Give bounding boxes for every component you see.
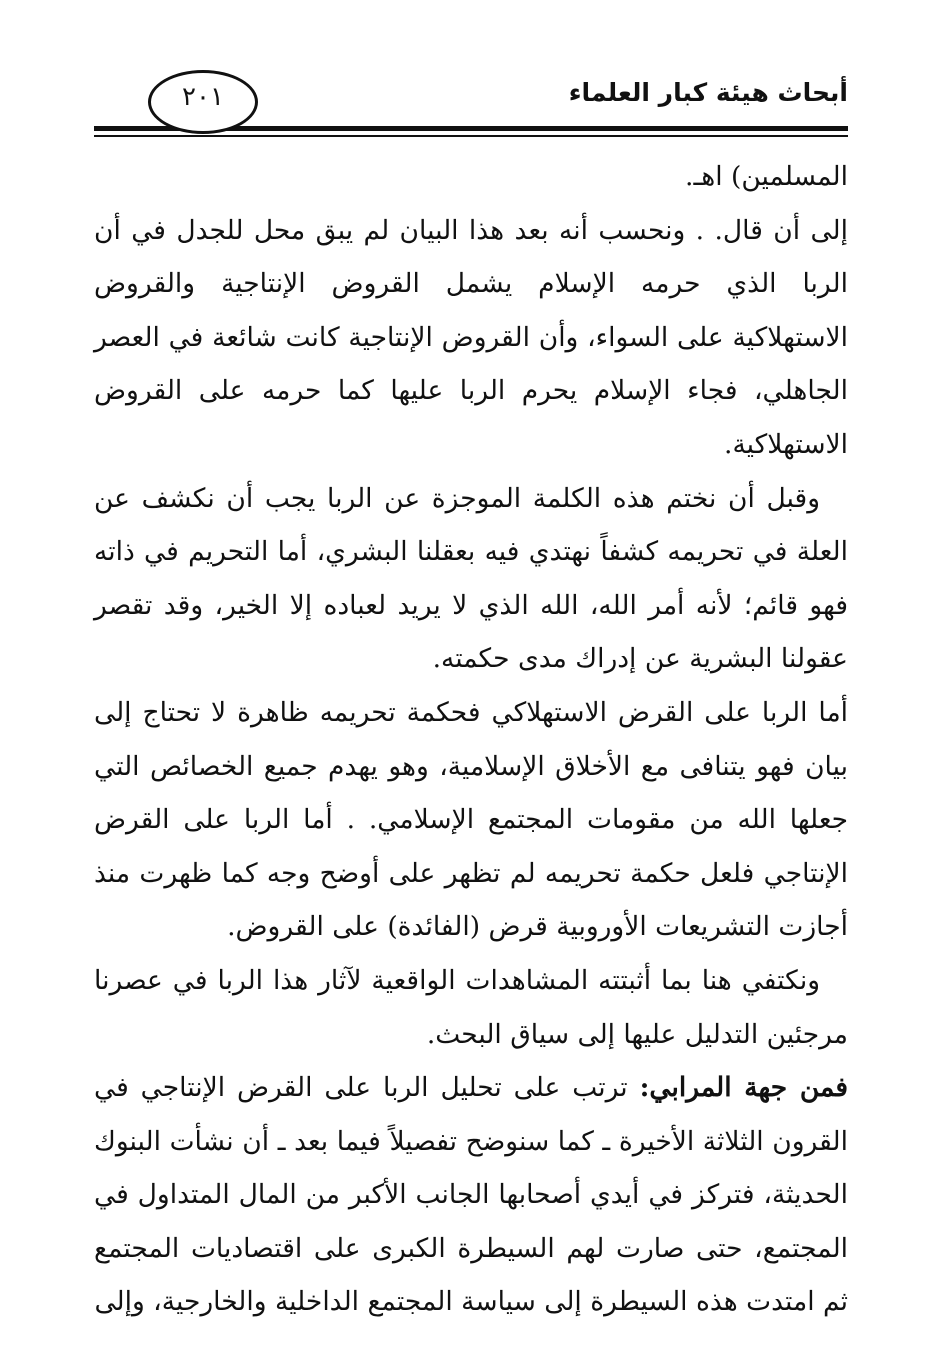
paragraph-3-text: وقبل أن نختم هذه الكلمة الموجزة عن الربا يجب أن نكشف عن العلة في تحريمه كشفاً نهتدي فيه بعقلنا البشري، أما التحريم في ذاته فهو قائم؛ لأنه أمر الله، الله الذي لا يريد لعباده إلا الخير، وقد تقصر عقولنا البشرية عن إدراك مدى حكمته.: [94, 482, 848, 675]
paragraph-4: [94, 686, 848, 954]
running-header-title: أبحاث هيئة كبار العلماء: [568, 78, 848, 107]
paragraph-6-text: ترتب على تحليل الربا على القرض الإنتاجي في القرون الثلاثة الأخيرة ـ كما سنوضح تفصيلاً فيما بعد ـ أن نشأت البنوك الحديثة، فتركز في أيدي أصحابها الجانب الأكبر من المال المتداول في المجتمع، حتى صارت لهم السيطرة الكبرى على اقتصاديات المجتمع ثم امتدت هذه السيطرة إلى سياسة المجتمع الداخلية والخارجية، وإلى: [94, 1072, 848, 1318]
paragraph-1: [94, 150, 848, 204]
header-rule-thin: [94, 135, 848, 137]
body-text: [94, 150, 848, 1329]
paragraph-2: [94, 204, 848, 472]
paragraph-2-text: إلى أن قال. . ونحسب أنه بعد هذا البيان لم يبق محل للجدل في أن الربا الذي حرمه الإسلام يشمل القروض الإنتاجية والقروض الاستهلاكية على السواء، وأن القروض الإنتاجية كانت شائعة في العصر الجاهلي، فجاء الإسلام يحرم الربا عليها كما حرمه على القروض الاستهلاكية.: [94, 214, 848, 460]
paragraph-3: [94, 472, 848, 686]
paragraph-4-text: أما الربا على القرض الاستهلاكي فحكمة تحريمه ظاهرة لا تحتاج إلى بيان فهو يتنافى مع الأخلاق الإسلامية، وهو يهدم جميع الخصائص التي جعلها الله من مقومات المجتمع الإسلامي. . أما الربا على القرض الإنتاجي فلعل حكمة تحريمه لم تظهر على أوضح وجه كما ظهرت منذ أجازت التشريعات الأوروبية قرض (الفائدة) على القروض.: [94, 696, 848, 943]
paragraph-1-text: المسلمين) اهـ.: [685, 161, 848, 192]
page-number-oval: [148, 70, 258, 134]
paragraph-6-lead: فمن جهة المرابي:: [639, 1072, 848, 1104]
paragraph-5: [94, 954, 848, 1061]
paragraph-6: [94, 1061, 848, 1329]
page-number: ٢٠١: [182, 82, 224, 112]
paragraph-5-text: ونكتفي هنا بما أثبتته المشاهدات الواقعية لآثار هذا الربا في عصرنا مرجئين التدليل عليها إلى سياق البحث.: [94, 964, 848, 1050]
